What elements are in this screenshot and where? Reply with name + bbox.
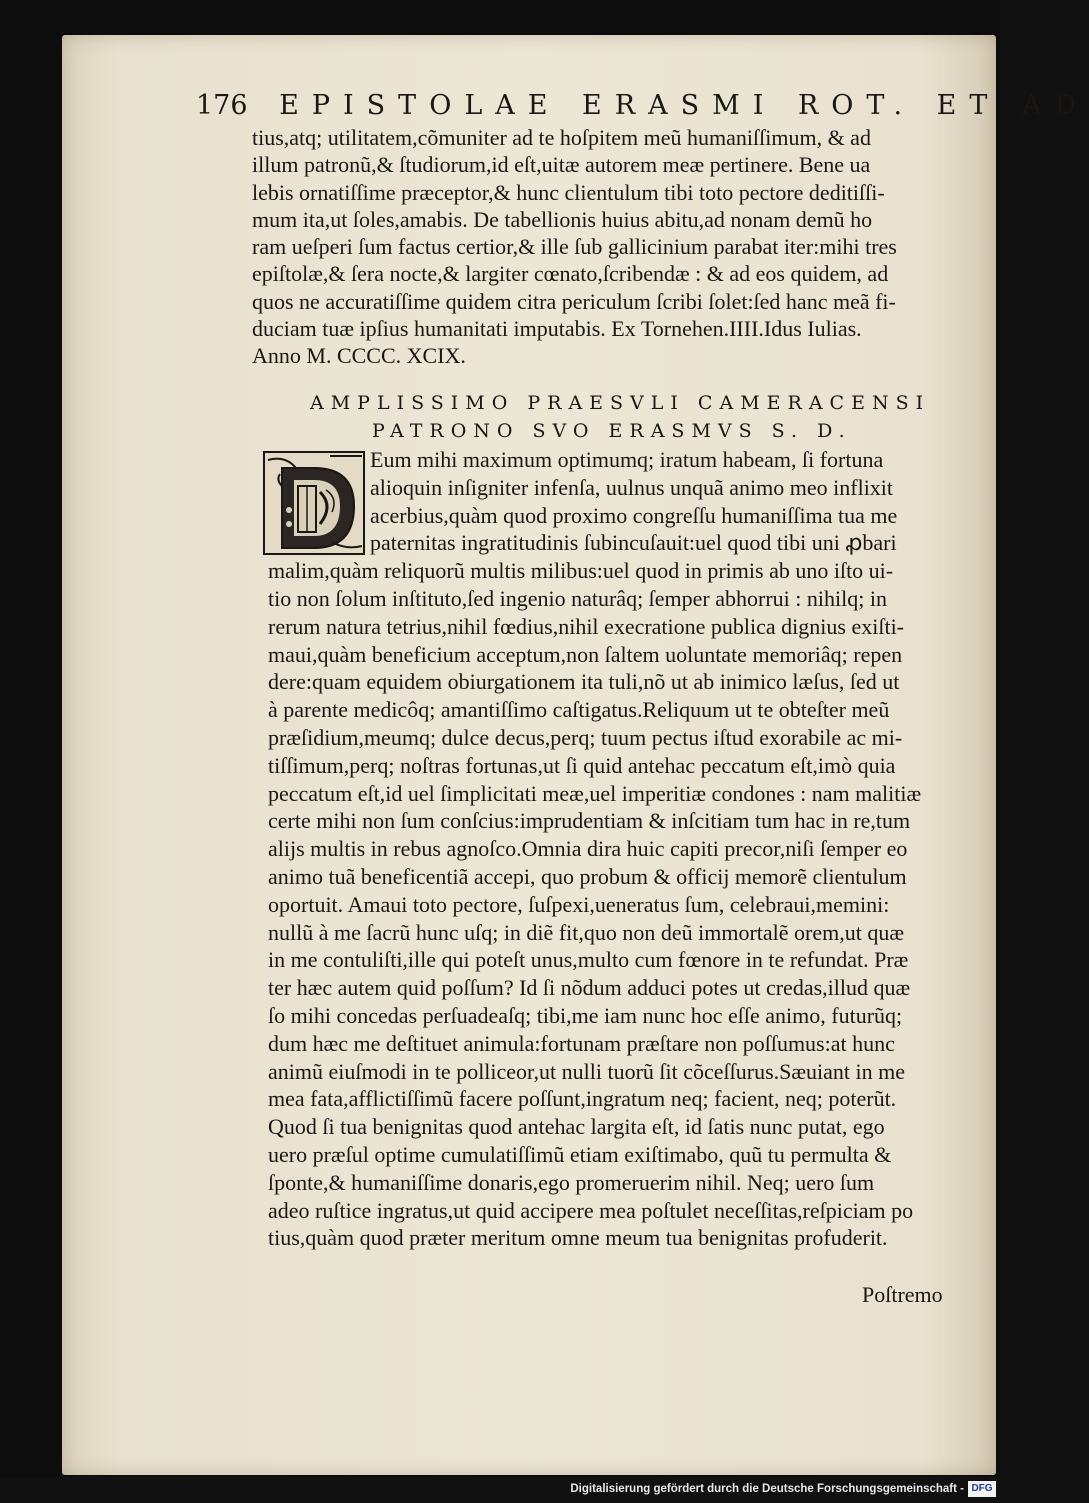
text-line: alijs multis in rebus agnoſco.Omnia dira huic capiti precor,niſi ſemper eo [268, 836, 908, 862]
text-line: tius,quàm quod præter meritum omne meum tua benignitas profuderit. [268, 1225, 888, 1251]
page-number: 176 [196, 90, 248, 121]
digitization-footer [0, 1477, 1000, 1503]
text-line: præſidium,meumq; dulce decus,perq; tuum pectus iſtud exorabile ac mi- [268, 724, 903, 750]
text-line: à parente medicôq; amantiſſimo caſtigatus.Reliquum ut te obteſter meũ [268, 697, 890, 723]
text-line: uero præſul optime cumulatiſſimũ etiam exiſtimabo, quũ tu permulta & [268, 1141, 892, 1167]
text-line: oportuit. Amaui toto pectore, ſuſpexi,ueneratus ſum, celebraui,memini: [268, 891, 890, 917]
text-line: animo tuã beneficentiã accepi, quo probum & officij memorẽ clientulum [268, 863, 907, 889]
letter-heading-line-1: AMPLISSIMO PRAESVLI CAMERACENSI [310, 392, 931, 414]
text-line: animũ eiuſmodi in te polliceor,ut nulli tuorũ ſit cõceſſurus.Sæuiant in me [268, 1058, 906, 1084]
footer-credit: Digitalisierung gefördert durch die Deutsche Forschungsgemeinschaft - [570, 1483, 964, 1495]
text-line: tio non ſolum inſtituto,ſed ingenio naturâq; ſemper abhorrui : nihilq; in [268, 585, 887, 611]
text-line: Eum mihi maximum optimumq; iratum habeam, ſi fortuna [370, 447, 884, 472]
text-line: mea fata,afflictiſſimũ facere poſſunt,ingratum neq; facient, neq; poterũt. [268, 1086, 897, 1112]
text-line: malim,quàm reliquorũ multis milibus:uel quod in primis ab uno iſto ui- [268, 558, 894, 584]
text-line: dere:quam equidem obiurgationem ita tuli,nõ ut ab inimico læſus, ſed ut [268, 669, 900, 695]
text-line: ſo mihi concedas perſuadeaſq; tibi,me iam nunc hoc eſſe animo, futurũq; [268, 1002, 903, 1028]
text-line: nullũ à me ſacrũ hunc uſq; in diẽ fit,quo non deũ immortalẽ orem,ut quæ [268, 919, 905, 945]
text-line: Quod ſi tua benignitas quod antehac largita eſt, id ſatis nunc putat, ego [268, 1114, 885, 1140]
running-head-title: EPISTOLAE ERASMI ROT. ET AD [279, 90, 1089, 121]
text-line: tiſſimum,perq; noſtras fortunas,ut ſi quid antehac peccatum eſt,imò quia [268, 752, 896, 778]
text-line: maui,quàm beneficium acceptum,non ſaltem uoluntate memoriâq; repen [268, 641, 903, 667]
dfg-logo-icon: DFG [968, 1481, 996, 1497]
letter-heading-line-2: PATRONO SVO ERASMVS S. D. [372, 420, 852, 442]
previous-letter-text [252, 124, 964, 370]
text-line: rerum natura tetrius,nihil fœdius,nihil execratione publica dignius exiſti- [268, 613, 905, 639]
catchword: Poſtremo [862, 1282, 943, 1307]
text-line: lebis ornatiſſime præceptor,& hunc clientulum tibi toto pectore deditiſſi- [252, 179, 885, 205]
text-line: ter hæc autem quid poſſum? Id ſi nõdum adduci potes ut credas,illud quæ [268, 975, 911, 1001]
text-line: acerbius,quàm quod proximo congreſſu humaniſſima tua me [370, 502, 898, 528]
letter-body [268, 446, 968, 1252]
text-line: epiſtolæ,& ſera nocte,& largiter cœnato,ſcribendæ : & ad eos quidem, ad [252, 261, 889, 287]
text-line: ram ueſperi ſum factus certior,& ille ſub gallicinium parabat iter:mihi tres [252, 234, 897, 260]
text-line: alioquin inſigniter infenſa, uulnus unquã animo meo inflixit [370, 474, 894, 500]
text-line: peccatum eſt,id uel ſimplicitati meæ,uel imperitiæ condones : nam malitiæ [268, 780, 922, 806]
text-line: in me contuliſti,ille qui poteſt unus,multo cum fœnore in te refundat. Præ [268, 947, 909, 973]
text-line: adeo ruſtice ingratus,ut quid accipere mea poſtulet neceſſitas,reſpiciam po [268, 1197, 914, 1223]
text-line: duciam tuæ ipſius humanitati imputabis. Ex Tornehen.IIII.Idus Iulias. [252, 316, 862, 342]
text-line: ſponte,& humaniſſime donaris,ego promeruerim nihil. Neq; uero ſum [268, 1169, 875, 1195]
text-line: Anno M. CCCC. XCIX. [252, 343, 466, 369]
text-line: mum ita,ut ſoles,amabis. De tabellionis huius abitu,ad nonam demũ ho [252, 206, 873, 232]
text-line: dum hæc me deſtituet animula:fortunam præſtare non poſſumus:at hunc [268, 1030, 895, 1056]
text-line: certe mihi non ſum conſcius:imprudentiam & inſcitiam tum hac in re,tum [268, 808, 911, 834]
text-line: quos ne accuratiſſime quidem citra periculum ſcribi ſolet:ſed hanc meã fi- [252, 288, 896, 314]
text-line: illum patronũ,& ſtudiorum,id eſt,uitæ autorem meæ pertinere. Bene ua [252, 152, 871, 178]
text-line: paternitas ingratitudinis ſubincuſauit:uel quod tibi uni ꝓbari [370, 530, 897, 556]
text-line: tius,atq; utilitatem,cõmuniter ad te hoſpitem meũ humaniſſimum, & ad [252, 125, 871, 150]
